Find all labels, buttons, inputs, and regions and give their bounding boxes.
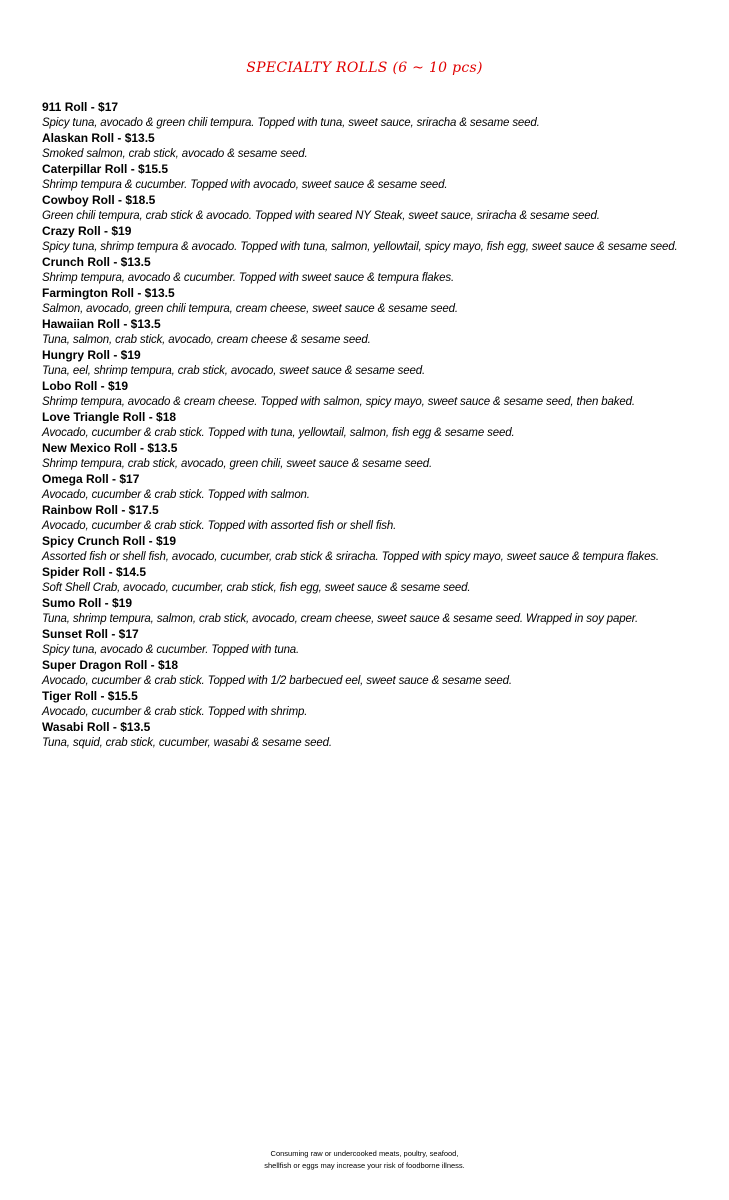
menu-item-name: Hawaiian Roll - $13.5 — [42, 317, 161, 331]
menu-item-name: Love Triangle Roll - $18 — [42, 410, 177, 424]
menu-item — [42, 720, 722, 751]
menu-item-name: Sunset Roll - $17 — [42, 627, 139, 641]
menu-item-description: Tuna, salmon, crab stick, avocado, cream cheese & sesame seed. — [42, 333, 371, 346]
disclaimer-line-1: Consuming raw or undercooked meats, poultry, seafood, — [270, 1149, 459, 1158]
menu-item-name: Rainbow Roll - $17.5 — [42, 503, 159, 517]
menu-item — [42, 658, 722, 689]
food-safety-disclaimer — [0, 1148, 729, 1172]
menu-item — [42, 441, 722, 472]
menu-item-description: Avocado, cucumber & crab stick. Topped with assorted fish or shell fish. — [42, 519, 397, 532]
disclaimer-line-2: shellfish or eggs may increase your risk of foodborne illness. — [264, 1161, 465, 1170]
menu-item — [42, 410, 722, 441]
menu-item-description: Avocado, cucumber & crab stick. Topped with shrimp. — [42, 705, 308, 718]
menu-item-description: Avocado, cucumber & crab stick. Topped with tuna, yellowtail, salmon, fish egg & sesame seed. — [42, 426, 515, 439]
specialty-rolls-list — [42, 100, 722, 751]
menu-item — [42, 503, 722, 534]
menu-item-description: Assorted fish or shell fish, avocado, cucumber, crab stick & sriracha. Topped with spicy mayo, sweet sauce & tempura flakes. — [42, 550, 659, 563]
menu-item-description: Spicy tuna, avocado & cucumber. Topped with tuna. — [42, 643, 300, 656]
menu-item-name: Super Dragon Roll - $18 — [42, 658, 179, 672]
menu-item-name: Spicy Crunch Roll - $19 — [42, 534, 177, 548]
menu-item-description: Shrimp tempura, avocado & cream cheese. Topped with salmon, spicy mayo, sweet sauce & sesame seed, then baked. — [42, 395, 635, 408]
menu-item-name: Omega Roll - $17 — [42, 472, 140, 486]
menu-item-description: Spicy tuna, shrimp tempura & avocado. Topped with tuna, salmon, yellowtail, spicy mayo, fish egg, sweet sauce & sesame seed. — [42, 240, 678, 253]
menu-item-description: Green chili tempura, crab stick & avocado. Topped with seared NY Steak, sweet sauce, sriracha & sesame seed. — [42, 209, 600, 222]
menu-item — [42, 286, 722, 317]
menu-item-name: Crunch Roll - $13.5 — [42, 255, 151, 269]
menu-item — [42, 627, 722, 658]
menu-item-name: Spider Roll - $14.5 — [42, 565, 147, 579]
menu-item — [42, 565, 722, 596]
menu-item — [42, 224, 722, 255]
menu-item — [42, 689, 722, 720]
menu-item — [42, 379, 722, 410]
menu-item — [42, 131, 722, 162]
menu-item — [42, 348, 722, 379]
menu-item-name: Cowboy Roll - $18.5 — [42, 193, 156, 207]
menu-item-description: Avocado, cucumber & crab stick. Topped with salmon. — [42, 488, 310, 501]
menu-item-description: Salmon, avocado, green chili tempura, cream cheese, sweet sauce & sesame seed. — [42, 302, 458, 315]
menu-item-name: Crazy Roll - $19 — [42, 224, 132, 238]
menu-item — [42, 596, 722, 627]
menu-item-description: Spicy tuna, avocado & green chili tempura. Topped with tuna, sweet sauce, sriracha & sesame seed. — [42, 116, 540, 129]
menu-item-description: Smoked salmon, crab stick, avocado & sesame seed. — [42, 147, 308, 160]
menu-item-name: Wasabi Roll - $13.5 — [42, 720, 151, 734]
menu-item-name: Sumo Roll - $19 — [42, 596, 133, 610]
menu-item-description: Soft Shell Crab, avocado, cucumber, crab stick, fish egg, sweet sauce & sesame seed. — [42, 581, 471, 594]
menu-item — [42, 162, 722, 193]
menu-item — [42, 255, 722, 286]
menu-item — [42, 317, 722, 348]
menu-item-name: Alaskan Roll - $13.5 — [42, 131, 155, 145]
menu-item-name: Caterpillar Roll - $15.5 — [42, 162, 169, 176]
menu-item — [42, 472, 722, 503]
menu-item-name: 911 Roll - $17 — [42, 100, 119, 114]
menu-item-description: Tuna, eel, shrimp tempura, crab stick, avocado, sweet sauce & sesame seed. — [42, 364, 426, 377]
menu-item — [42, 100, 722, 131]
menu-item-description: Shrimp tempura & cucumber. Topped with avocado, sweet sauce & sesame seed. — [42, 178, 448, 191]
menu-item — [42, 193, 722, 224]
menu-item-name: Farmington Roll - $13.5 — [42, 286, 175, 300]
menu-item-description: Shrimp tempura, avocado & cucumber. Topped with sweet sauce & tempura flakes. — [42, 271, 455, 284]
menu-item-name: Tiger Roll - $15.5 — [42, 689, 138, 703]
menu-item-name: New Mexico Roll - $13.5 — [42, 441, 178, 455]
menu-item-description: Tuna, squid, crab stick, cucumber, wasabi & sesame seed. — [42, 736, 332, 749]
menu-item-description: Avocado, cucumber & crab stick. Topped with 1/2 barbecued eel, sweet sauce & sesame seed. — [42, 674, 512, 687]
menu-item-description: Shrimp tempura, crab stick, avocado, green chili, sweet sauce & sesame seed. — [42, 457, 433, 470]
menu-item — [42, 534, 722, 565]
menu-item-name: Hungry Roll - $19 — [42, 348, 141, 362]
menu-item-description: Tuna, shrimp tempura, salmon, crab stick, avocado, cream cheese, sweet sauce & sesame seed. Wrapped in soy paper. — [42, 612, 639, 625]
page-title: SPECIALTY ROLLS (6 ~ 10 pcs) — [246, 60, 483, 76]
menu-item-name: Lobo Roll - $19 — [42, 379, 129, 393]
